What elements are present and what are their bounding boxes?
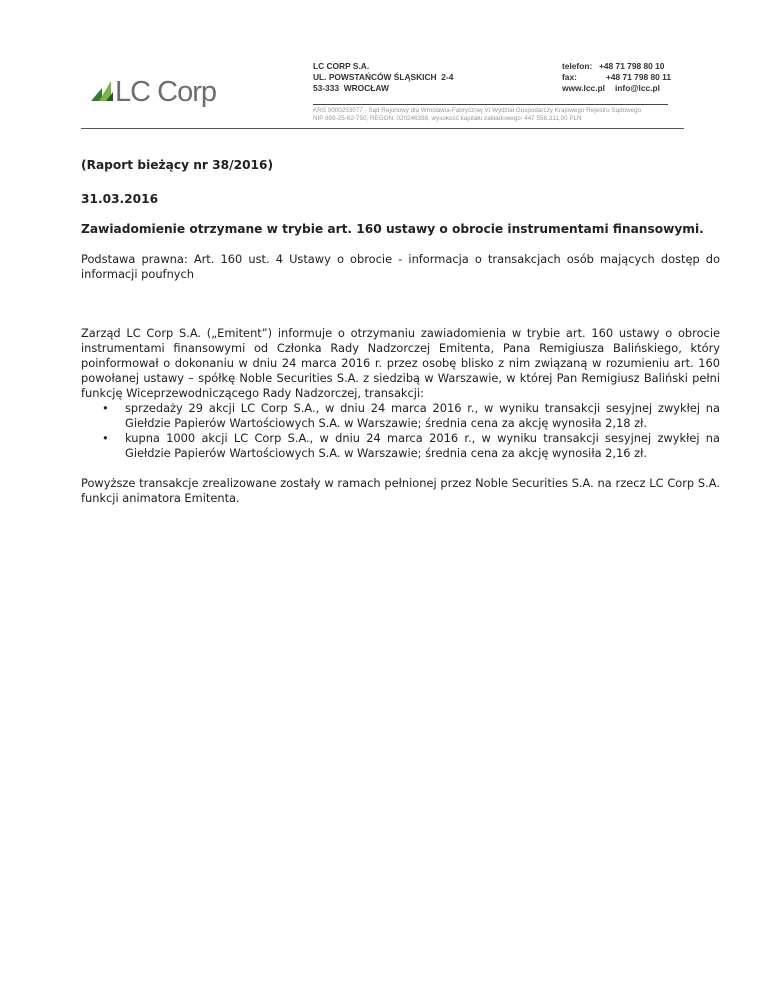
company-city: 53-333 WROCŁAW xyxy=(313,83,389,93)
report-closing: Powyższe transakcje zrealizowane zostały w ramach pełnionej przez Noble Securities S.A. na rzecz LC Corp S.A. funkcji animatora Emitenta. xyxy=(81,475,720,505)
registry-line-1: KRS 0000253077 - Sąd Rejonowy dla Wrocławia-Fabrycznej VI Wydział Gospodarczy Krajowego Rejestru Sądowego xyxy=(313,107,642,114)
report-number: (Raport bieżący nr 38/2016) xyxy=(81,158,274,172)
company-name: LC CORP S.A. xyxy=(313,61,370,71)
transaction-list xyxy=(81,401,720,461)
bullet-icon: • xyxy=(102,400,109,415)
report-date: 31.03.2016 xyxy=(81,192,159,206)
email-link[interactable]: info@lcc.pl xyxy=(614,83,660,93)
report-content xyxy=(81,158,720,506)
fax-row xyxy=(562,72,671,83)
list-item xyxy=(81,431,720,461)
company-logo xyxy=(89,74,229,110)
company-contact xyxy=(562,61,671,94)
bullet-icon: • xyxy=(102,430,109,445)
phone-number: +48 71 798 80 10 xyxy=(599,61,665,71)
report-subject: Zawiadomienie otrzymane w trybie art. 160 ustawy o obrocie instrumentami finansowymi. xyxy=(81,222,704,236)
company-address xyxy=(313,61,453,94)
logo-wordmark: LC Corp xyxy=(115,76,216,108)
fax-label: fax: xyxy=(562,72,577,82)
fax-number: +48 71 798 80 11 xyxy=(606,72,671,82)
lc-corp-logo-icon xyxy=(89,74,229,110)
report-body: Zarząd LC Corp S.A. („Emitent”) informuje o otrzymaniu zawiadomienia w trybie art. 160 ustawy o obrocie instrumentami finansowymi od Członka Rady Nadzorczej Emitenta, Pana Remigiusza Balińskiego, który poinformował o dokonaniu w dniu 24 marca 2016 r. przez osobę blisko z nim związaną w rozumieniu art. 160 powołanej ustawy – spółkę Noble Securities S.A. z siedzibą w Warszawie, w której Pan Remigiusz Baliński pełni funkcję Wiceprzewodniczącego Rady Nadzorczej, transakcji: xyxy=(81,325,720,400)
transaction-text: kupna 1000 akcji LC Corp S.A., w dniu 24 marca 2016 r., w wyniku transakcji sesyjnej zwykłej na Giełdzie Papierów Wartościowych S.A. w Warszawie; średnia cena za akcję wynosiła 2,16 zł. xyxy=(125,430,720,460)
list-item xyxy=(81,401,720,431)
phone-label: telefon: xyxy=(562,61,593,71)
website-link[interactable]: www.lcc.pl xyxy=(562,83,605,93)
page-divider xyxy=(81,128,684,129)
header-divider xyxy=(313,104,668,105)
registry-info xyxy=(313,107,693,123)
phone-row xyxy=(562,61,671,72)
web-row xyxy=(562,83,671,94)
registry-line-2: NIP 899-25-62-750, REGON: 020246398, wysokość kapitału zakładowego: 447 558.311,00 PLN xyxy=(313,115,582,122)
company-street: UL. POWSTAŃCÓW ŚLĄSKICH 2-4 xyxy=(313,72,454,82)
legal-basis: Podstawa prawna: Art. 160 ust. 4 Ustawy o obrocie - informacja o transakcjach osób mających dostęp do informacji poufnych xyxy=(81,251,720,281)
transaction-text: sprzedaży 29 akcji LC Corp S.A., w dniu 24 marca 2016 r., w wyniku transakcji sesyjnej zwykłej na Giełdzie Papierów Wartościowych S.A. w Warszawie; średnia cena za akcję wynosiła 2,18 zł. xyxy=(125,400,720,430)
